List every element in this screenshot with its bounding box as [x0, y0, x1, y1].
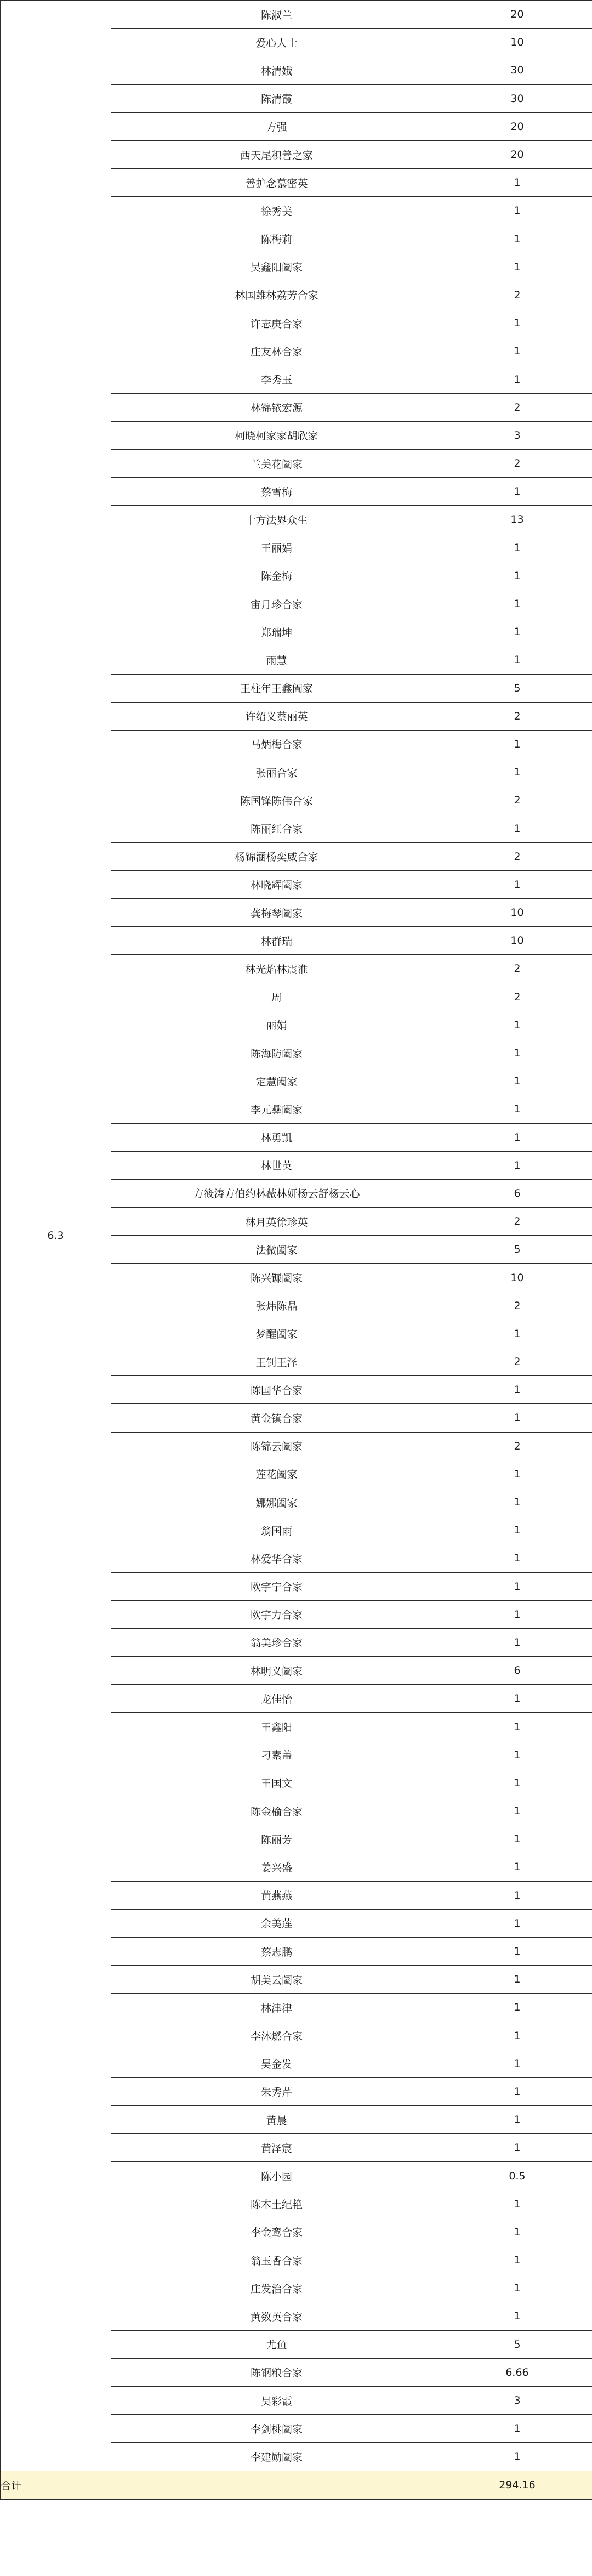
- amount-cell: 1: [442, 1544, 592, 1572]
- amount-cell: 1: [442, 870, 592, 898]
- amount-cell: 2: [442, 702, 592, 730]
- donor-name-cell: 余美莲: [111, 1909, 442, 1937]
- amount-cell: 1: [442, 197, 592, 225]
- amount-cell: 20: [442, 1, 592, 29]
- donor-name-cell: 方强: [111, 112, 442, 140]
- donor-name-cell: 李元彝阖家: [111, 1095, 442, 1123]
- donor-name-cell: 吴金发: [111, 2050, 442, 2077]
- amount-cell: 1: [442, 1853, 592, 1881]
- donor-name-cell: 林群瑞: [111, 927, 442, 955]
- donor-name-cell: 陈丽芳: [111, 1825, 442, 1853]
- donor-name-cell: 翁美珍合家: [111, 1628, 442, 1656]
- donor-name-cell: 周: [111, 983, 442, 1011]
- donor-name-cell: 王丽娟: [111, 534, 442, 562]
- donor-name-cell: 李建勋阖家: [111, 2443, 442, 2471]
- donor-name-cell: 陈钢粮合家: [111, 2358, 442, 2386]
- amount-cell: 1: [442, 309, 592, 337]
- amount-cell: 1: [442, 2218, 592, 2246]
- donor-name-cell: 陈海防阖家: [111, 1039, 442, 1067]
- amount-cell: 1: [442, 758, 592, 786]
- donor-name-cell: 杨锦涵杨奕威合家: [111, 842, 442, 870]
- donor-name-cell: 西天尾积善之家: [111, 140, 442, 168]
- amount-cell: 1: [442, 1067, 592, 1095]
- donor-name-cell: 欧宇力合家: [111, 1600, 442, 1628]
- amount-cell: 1: [442, 2077, 592, 2105]
- amount-cell: 10: [442, 29, 592, 56]
- amount-cell: 1: [442, 1320, 592, 1348]
- amount-cell: 1: [442, 1488, 592, 1516]
- donor-name-cell: 李沐燃合家: [111, 2022, 442, 2050]
- amount-cell: 1: [442, 2246, 592, 2274]
- donor-name-cell: 林津津: [111, 1994, 442, 2022]
- amount-cell: 5: [442, 2330, 592, 2358]
- donor-name-cell: 翁玉香合家: [111, 2246, 442, 2274]
- donor-name-cell: 庄友林合家: [111, 337, 442, 365]
- donor-name-cell: 蔡志鹏: [111, 1937, 442, 1965]
- amount-cell: 1: [442, 2190, 592, 2218]
- amount-cell: 2: [442, 955, 592, 983]
- total-empty-cell: [111, 2471, 442, 2499]
- donor-name-cell: 林月英徐珍英: [111, 1208, 442, 1236]
- donor-name-cell: 陈淑兰: [111, 1, 442, 29]
- donor-name-cell: 陈梅莉: [111, 225, 442, 253]
- amount-cell: 3: [442, 2386, 592, 2414]
- amount-cell: 1: [442, 646, 592, 674]
- donor-name-cell: 林光焰林震淮: [111, 955, 442, 983]
- amount-cell: 1: [442, 2050, 592, 2077]
- amount-cell: 1: [442, 1909, 592, 1937]
- donor-name-cell: 张炜陈晶: [111, 1292, 442, 1320]
- donor-name-cell: 陈锦云阖家: [111, 1432, 442, 1460]
- donor-name-cell: 十方法界众生: [111, 506, 442, 534]
- amount-cell: 1: [442, 590, 592, 618]
- amount-cell: 2: [442, 1348, 592, 1376]
- amount-cell: 1: [442, 2022, 592, 2050]
- amount-cell: 2: [442, 1432, 592, 1460]
- donor-name-cell: 陈丽红合家: [111, 814, 442, 842]
- amount-cell: 1: [442, 730, 592, 758]
- donor-name-cell: 欧宇宁合家: [111, 1572, 442, 1600]
- table-row: [1, 1, 592, 29]
- donor-name-cell: 林勇凯: [111, 1123, 442, 1151]
- amount-cell: 1: [442, 534, 592, 562]
- date-cell: 6.3: [1, 1, 111, 2471]
- amount-cell: 1: [442, 1994, 592, 2022]
- donor-name-cell: 姜兴盛: [111, 1853, 442, 1881]
- donor-name-cell: 黄泽宸: [111, 2134, 442, 2162]
- amount-cell: 30: [442, 84, 592, 112]
- donor-name-cell: 马炳梅合家: [111, 730, 442, 758]
- donor-name-cell: 林世英: [111, 1151, 442, 1179]
- donor-name-cell: 郑瑞坤: [111, 618, 442, 646]
- donor-name-cell: 王国文: [111, 1769, 442, 1797]
- ledger-body: [1, 1, 592, 2500]
- total-row: [1, 2471, 592, 2499]
- donor-name-cell: 林锦铱宏源: [111, 393, 442, 421]
- donor-name-cell: 蔡雪梅: [111, 478, 442, 506]
- donor-name-cell: 许绍义蔡丽英: [111, 702, 442, 730]
- amount-cell: 1: [442, 253, 592, 281]
- amount-cell: 13: [442, 506, 592, 534]
- amount-cell: 1: [442, 478, 592, 506]
- amount-cell: 1: [442, 1095, 592, 1123]
- amount-cell: 1: [442, 1039, 592, 1067]
- amount-cell: 5: [442, 674, 592, 702]
- amount-cell: 1: [442, 1741, 592, 1769]
- amount-cell: 10: [442, 927, 592, 955]
- amount-cell: 1: [442, 1460, 592, 1488]
- donor-name-cell: 爱心人士: [111, 29, 442, 56]
- donor-name-cell: 法微阖家: [111, 1236, 442, 1264]
- donor-name-cell: 龙佳怡: [111, 1685, 442, 1713]
- donor-name-cell: 陈国华合家: [111, 1376, 442, 1404]
- donor-name-cell: 李金鸾合家: [111, 2218, 442, 2246]
- donor-name-cell: 王鑫阳: [111, 1713, 442, 1741]
- donor-name-cell: 善护念慕密英: [111, 169, 442, 197]
- donor-name-cell: 林晓辉阖家: [111, 870, 442, 898]
- donor-name-cell: 林国雄林荔芳合家: [111, 281, 442, 309]
- donor-name-cell: 莲花阖家: [111, 1460, 442, 1488]
- amount-cell: 1: [442, 618, 592, 646]
- donor-name-cell: 许志庚合家: [111, 309, 442, 337]
- donor-name-cell: 陈国锋陈伟合家: [111, 786, 442, 814]
- donor-name-cell: 王钊王泽: [111, 1348, 442, 1376]
- donor-name-cell: 雨慧: [111, 646, 442, 674]
- amount-cell: 20: [442, 112, 592, 140]
- amount-cell: 1: [442, 2415, 592, 2443]
- amount-cell: 0.5: [442, 2162, 592, 2190]
- donor-name-cell: 黄燕燕: [111, 1881, 442, 1909]
- amount-cell: 1: [442, 2443, 592, 2471]
- donor-name-cell: 陈清霞: [111, 84, 442, 112]
- donor-name-cell: 吴彩霞: [111, 2386, 442, 2414]
- donor-name-cell: 王柱年王鑫阖家: [111, 674, 442, 702]
- amount-cell: 1: [442, 1376, 592, 1404]
- amount-cell: 6: [442, 1179, 592, 1207]
- amount-cell: 10: [442, 1264, 592, 1292]
- amount-cell: 2: [442, 450, 592, 478]
- amount-cell: 1: [442, 2106, 592, 2134]
- donor-name-cell: 翁国雨: [111, 1516, 442, 1544]
- amount-cell: 2: [442, 842, 592, 870]
- donor-name-cell: 林爱华合家: [111, 1544, 442, 1572]
- amount-cell: 1: [442, 1713, 592, 1741]
- amount-cell: 1: [442, 1769, 592, 1797]
- amount-cell: 1: [442, 169, 592, 197]
- amount-cell: 30: [442, 56, 592, 84]
- amount-cell: 1: [442, 1516, 592, 1544]
- donor-name-cell: 龚梅琴阖家: [111, 899, 442, 927]
- amount-cell: 1: [442, 1404, 592, 1432]
- total-label: 合计: [1, 2471, 111, 2499]
- amount-cell: 1: [442, 1966, 592, 1994]
- amount-cell: 1: [442, 1797, 592, 1825]
- amount-cell: 10: [442, 899, 592, 927]
- donor-name-cell: 柯晓柯家家胡欣家: [111, 421, 442, 449]
- amount-cell: 1: [442, 562, 592, 590]
- amount-cell: 1: [442, 1937, 592, 1965]
- donor-name-cell: 娜娜阖家: [111, 1488, 442, 1516]
- amount-cell: 1: [442, 1011, 592, 1039]
- donor-name-cell: 张丽合家: [111, 758, 442, 786]
- donor-name-cell: 朱秀芹: [111, 2077, 442, 2105]
- amount-cell: 1: [442, 2302, 592, 2330]
- amount-cell: 2: [442, 1292, 592, 1320]
- donor-name-cell: 刁素盖: [111, 1741, 442, 1769]
- amount-cell: 1: [442, 1600, 592, 1628]
- donor-name-cell: 陈金榆合家: [111, 1797, 442, 1825]
- amount-cell: 20: [442, 140, 592, 168]
- donor-name-cell: 丽娟: [111, 1011, 442, 1039]
- amount-cell: 1: [442, 1685, 592, 1713]
- donor-name-cell: 李秀玉: [111, 365, 442, 393]
- donor-name-cell: 方筱涛方伯约林薇林妍杨云舒杨云心: [111, 1179, 442, 1207]
- donor-name-cell: 黄金镇合家: [111, 1404, 442, 1432]
- amount-cell: 2: [442, 983, 592, 1011]
- amount-cell: 3: [442, 421, 592, 449]
- amount-cell: 1: [442, 225, 592, 253]
- amount-cell: 1: [442, 814, 592, 842]
- amount-cell: 1: [442, 1825, 592, 1853]
- donor-name-cell: 李剑桃阖家: [111, 2415, 442, 2443]
- amount-cell: 2: [442, 786, 592, 814]
- donor-name-cell: 陈兴镰阖家: [111, 1264, 442, 1292]
- donor-name-cell: 陈金梅: [111, 562, 442, 590]
- amount-cell: 2: [442, 393, 592, 421]
- amount-cell: 2: [442, 1208, 592, 1236]
- amount-cell: 1: [442, 1628, 592, 1656]
- amount-cell: 1: [442, 1151, 592, 1179]
- amount-cell: 1: [442, 1881, 592, 1909]
- donor-name-cell: 林清娥: [111, 56, 442, 84]
- amount-cell: 6.66: [442, 2358, 592, 2386]
- amount-cell: 1: [442, 337, 592, 365]
- donor-name-cell: 宙月珍合家: [111, 590, 442, 618]
- donor-name-cell: 尤鱼: [111, 2330, 442, 2358]
- amount-cell: 1: [442, 365, 592, 393]
- amount-cell: 5: [442, 1236, 592, 1264]
- amount-cell: 6: [442, 1657, 592, 1685]
- donor-name-cell: 林明义阖家: [111, 1657, 442, 1685]
- total-amount: 294.16: [442, 2471, 592, 2499]
- donor-name-cell: 黄晨: [111, 2106, 442, 2134]
- donor-name-cell: 庄发治合家: [111, 2274, 442, 2302]
- amount-cell: 1: [442, 1572, 592, 1600]
- donor-name-cell: 黄数英合家: [111, 2302, 442, 2330]
- donor-name-cell: 陈小园: [111, 2162, 442, 2190]
- donor-name-cell: 定慧阖家: [111, 1067, 442, 1095]
- donor-name-cell: 吴鑫阳阖家: [111, 253, 442, 281]
- amount-cell: 1: [442, 2274, 592, 2302]
- donor-name-cell: 胡美云阖家: [111, 1966, 442, 1994]
- amount-cell: 1: [442, 2134, 592, 2162]
- amount-cell: 2: [442, 281, 592, 309]
- donor-name-cell: 陈木土纪艳: [111, 2190, 442, 2218]
- donor-name-cell: 兰美花阖家: [111, 450, 442, 478]
- amount-cell: 1: [442, 1123, 592, 1151]
- donor-name-cell: 徐秀美: [111, 197, 442, 225]
- donor-name-cell: 梦醒阖家: [111, 1320, 442, 1348]
